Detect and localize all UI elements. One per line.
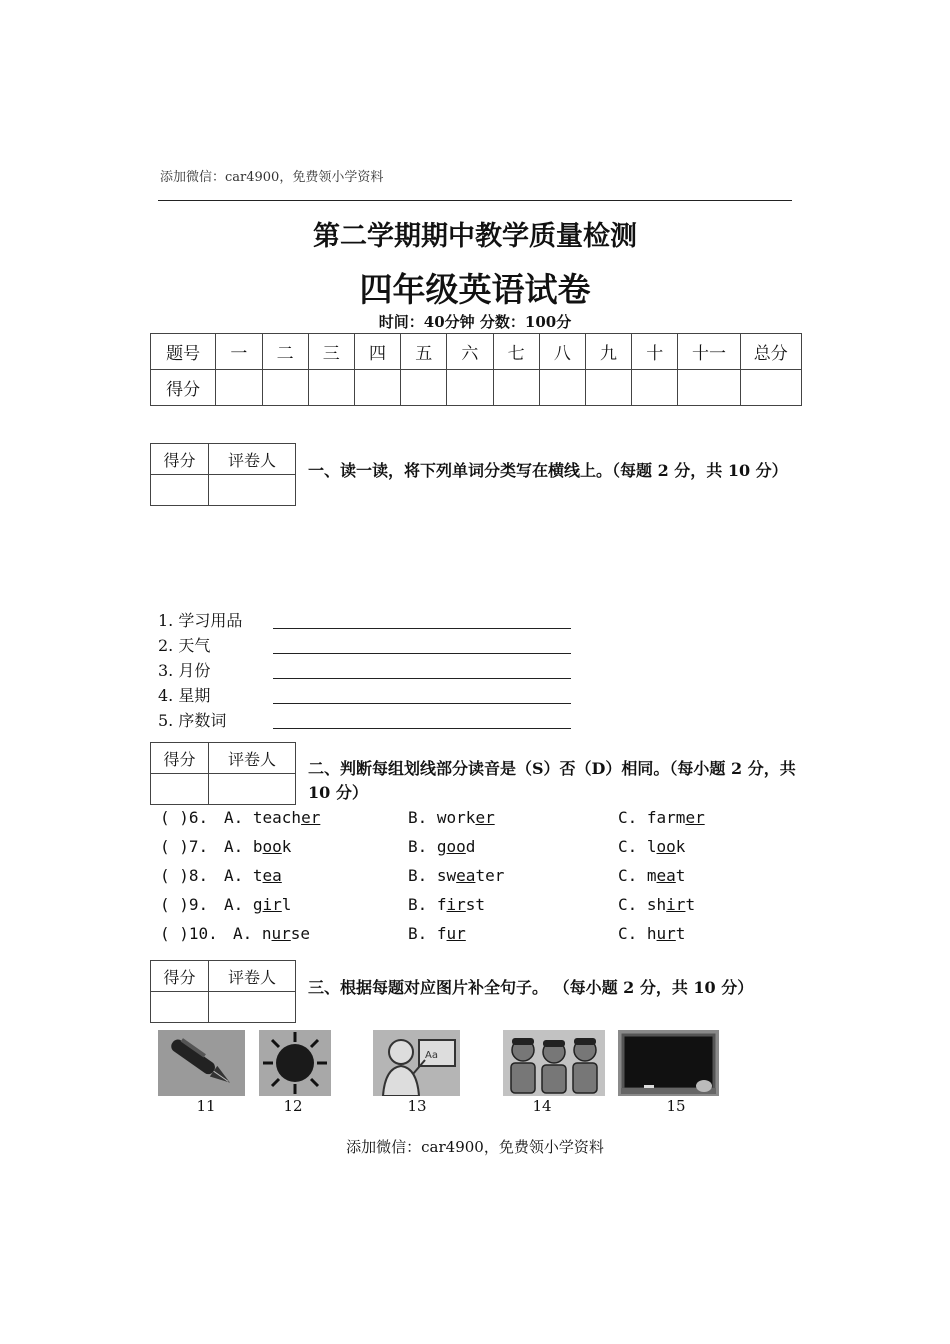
- grader-score-label: 得分: [151, 743, 209, 774]
- exam-subtitle: 四年级英语试卷: [359, 270, 591, 309]
- score-header-cell: 三: [308, 334, 354, 370]
- grader-score-label: 得分: [151, 444, 209, 475]
- answer-line[interactable]: [273, 703, 571, 704]
- score-entry-cell[interactable]: [216, 370, 262, 406]
- category-label: 1. 学习用品: [158, 611, 243, 630]
- score-header-cell: 八: [539, 334, 585, 370]
- children-icon: [503, 1030, 605, 1096]
- score-entry-cell[interactable]: [585, 370, 631, 406]
- score-row-label: 得分: [151, 370, 216, 406]
- header-divider: [158, 200, 792, 201]
- score-entry-cell[interactable]: [678, 370, 740, 406]
- grader-name-cell[interactable]: [209, 992, 296, 1023]
- option-b: B. first: [408, 895, 486, 914]
- grader-name-cell[interactable]: [209, 475, 296, 506]
- teacher-icon: [373, 1030, 460, 1096]
- grader-name-label: 评卷人: [209, 743, 296, 774]
- answer-line[interactable]: [273, 678, 571, 679]
- picture-label: 14: [532, 1097, 552, 1115]
- category-item: [158, 658, 274, 681]
- grader-score-cell[interactable]: [151, 475, 209, 506]
- category-item: [158, 708, 274, 731]
- section2-title: 二、判断每组划线部分读音是（S）否（D）相同。（每小题 2 分，共 10 分）: [308, 759, 796, 802]
- score-table: [150, 333, 802, 406]
- category-label: 4. 星期: [158, 686, 211, 705]
- pen-icon: [158, 1030, 245, 1096]
- picture-label: 13: [407, 1097, 427, 1115]
- question-number: ( )6.: [160, 808, 209, 827]
- score-entry-cell[interactable]: [632, 370, 678, 406]
- grader-score-cell[interactable]: [151, 992, 209, 1023]
- category-label: 2. 天气: [158, 636, 211, 655]
- score-header-cell: 七: [493, 334, 539, 370]
- category-item: [158, 633, 274, 656]
- answer-line[interactable]: [273, 653, 571, 654]
- option-a: A. nurse: [233, 924, 311, 943]
- section1-title: 一、读一读，将下列单词分类写在横线上。（每题 2 分，共 10 分）: [308, 461, 788, 480]
- grader-box-3: [150, 960, 296, 1023]
- question-number: ( )8.: [160, 866, 209, 885]
- grader-box-1: [150, 443, 296, 506]
- grader-box-2: [150, 742, 296, 805]
- category-label: 3. 月份: [158, 661, 211, 680]
- score-header-cell: 一: [216, 334, 262, 370]
- score-entry-cell[interactable]: [308, 370, 354, 406]
- option-a: A. tea: [224, 866, 282, 885]
- score-entry-cell[interactable]: [262, 370, 308, 406]
- sun-icon: [259, 1030, 331, 1096]
- exam-title: 第二学期期中教学质量检测: [313, 221, 637, 252]
- picture-label: 11: [196, 1097, 216, 1115]
- blackboard-icon: [618, 1030, 719, 1096]
- score-header-cell: 五: [401, 334, 447, 370]
- answer-line[interactable]: [273, 628, 571, 629]
- svg-text:Aa: Aa: [425, 1050, 438, 1061]
- header-note: 添加微信：car4900，免费领小学资料: [160, 170, 384, 185]
- score-entry-cell[interactable]: [740, 370, 801, 406]
- score-header-cell: 十一: [678, 334, 740, 370]
- picture-label: 12: [283, 1097, 303, 1115]
- grader-score-label: 得分: [151, 961, 209, 992]
- score-header-cell: 题号: [151, 334, 216, 370]
- score-entry-cell[interactable]: [447, 370, 493, 406]
- question-number: ( )9.: [160, 895, 209, 914]
- category-item: [158, 683, 274, 706]
- score-entry-cell[interactable]: [401, 370, 447, 406]
- grader-name-label: 评卷人: [209, 961, 296, 992]
- score-header-cell: 二: [262, 334, 308, 370]
- option-c: C. look: [618, 837, 686, 856]
- answer-line[interactable]: [273, 728, 571, 729]
- option-a: A. teacher: [224, 808, 321, 827]
- score-header-cell: 总分: [740, 334, 801, 370]
- score-header-cell: 六: [447, 334, 493, 370]
- option-b: B. worker: [408, 808, 495, 827]
- score-entry-cell[interactable]: [493, 370, 539, 406]
- score-header-cell: 四: [354, 334, 400, 370]
- option-b: B. fur: [408, 924, 466, 943]
- score-table-score-row: [151, 370, 802, 406]
- section3-title: 三、根据每题对应图片补全句子。 （每小题 2 分，共 10 分）: [308, 978, 754, 997]
- time-score-info: 时间：40分钟 分数：100分: [378, 313, 572, 331]
- score-header-cell: 十: [632, 334, 678, 370]
- score-entry-cell[interactable]: [354, 370, 400, 406]
- picture-label: 15: [666, 1097, 686, 1115]
- grader-name-cell[interactable]: [209, 774, 296, 805]
- score-header-cell: 九: [585, 334, 631, 370]
- grader-name-label: 评卷人: [209, 444, 296, 475]
- question-number: ( )7.: [160, 837, 209, 856]
- category-item: [158, 608, 274, 631]
- option-b: B. good: [408, 837, 476, 856]
- option-c: C. hurt: [618, 924, 686, 943]
- grader-score-cell[interactable]: [151, 774, 209, 805]
- option-b: B. sweater: [408, 866, 505, 885]
- footer-note: 添加微信：car4900，免费领小学资料: [346, 1138, 604, 1156]
- option-c: C. shirt: [618, 895, 696, 914]
- score-entry-cell[interactable]: [539, 370, 585, 406]
- score-table-header-row: [151, 334, 802, 370]
- question-number: ( )10.: [160, 924, 218, 943]
- option-c: C. meat: [618, 866, 686, 885]
- option-a: A. book: [224, 837, 292, 856]
- option-a: A. girl: [224, 895, 292, 914]
- option-c: C. farmer: [618, 808, 705, 827]
- category-label: 5. 序数词: [158, 711, 227, 730]
